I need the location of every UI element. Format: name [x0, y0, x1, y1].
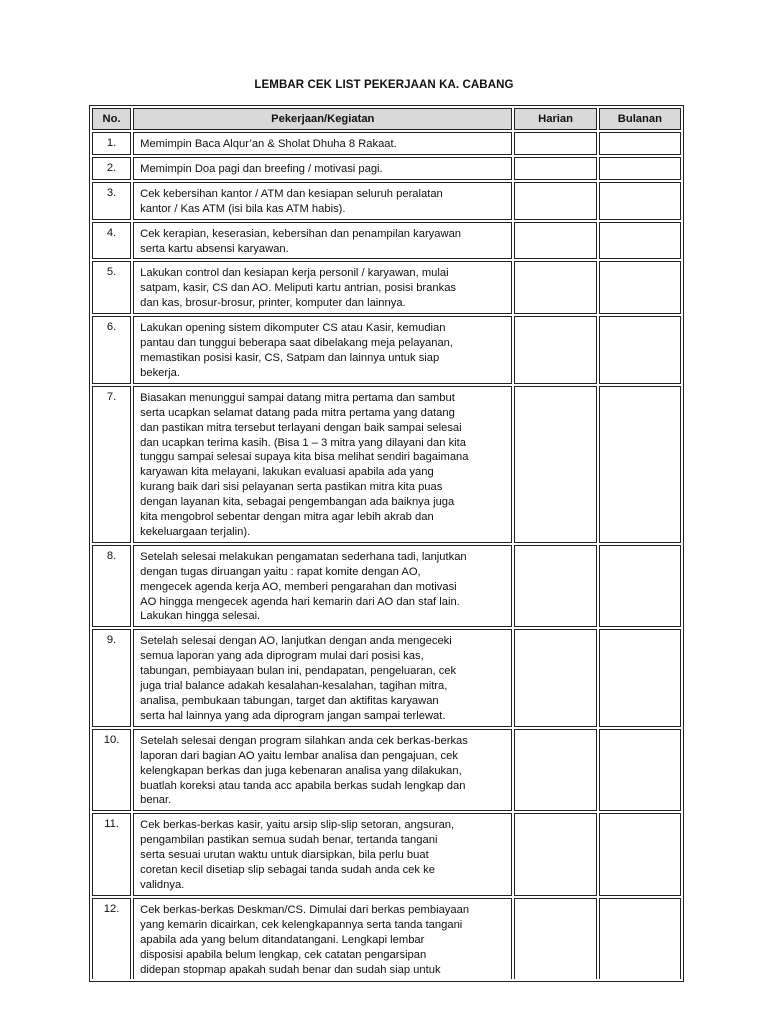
task-line: pantau dan tunggui beberapa saat dibelakang meja pelayanan,: [140, 337, 454, 350]
task-line: Lakukan opening sistem dikomputer CS atau Kasir, kemudian: [140, 322, 446, 335]
row-task: [133, 729, 512, 812]
monthly-check-cell[interactable]: [599, 132, 681, 155]
daily-check-cell[interactable]: [514, 898, 596, 980]
task-line: serta kartu absensi karyawan.: [140, 242, 289, 255]
task-line: kelengkapan berkas dan juga kebenaran analisa yang dilakukan,: [140, 764, 462, 777]
daily-check-cell[interactable]: [514, 261, 596, 314]
table-row: [92, 222, 681, 260]
table-row: [92, 629, 681, 726]
task-line: analisa, pembukaan tabungan, target dan aktifitas karyawan: [140, 695, 439, 707]
row-task: [133, 132, 512, 155]
header-monthly: Bulanan: [599, 108, 681, 130]
task-line: Memimpin Doa pagi dan breefing / motivasi pagi.: [140, 162, 383, 175]
task-line: dan ucapkan terima kasih. (Bisa 1 – 3 mitra yang dilayani dan kita: [140, 436, 466, 449]
row-task: [133, 898, 512, 980]
task-line: AO hingga mengecek agenda hari kemarin dari AO dan staf lain.: [140, 595, 460, 608]
row-number: 12.: [92, 898, 131, 980]
task-line: pengambilan pastikan semua sudah benar, tertanda tangani: [140, 834, 438, 847]
row-number: 8.: [92, 545, 131, 628]
daily-check-cell[interactable]: [514, 222, 596, 260]
daily-check-cell[interactable]: [514, 629, 596, 726]
task-line: validnya.: [140, 878, 185, 891]
row-task: [133, 157, 512, 180]
table-row: [92, 386, 681, 543]
table-row: [92, 898, 681, 980]
daily-check-cell[interactable]: [514, 157, 596, 180]
row-task: [133, 222, 512, 260]
row-task: [133, 386, 512, 543]
table-row: [92, 182, 681, 220]
task-line: memastikan posisi kasir, CS, Satpam dan lainnya untuk siap: [140, 351, 440, 364]
row-number: 6.: [92, 316, 131, 384]
task-line: Cek berkas-berkas kasir, yaitu arsip slip-slip setoran, angsuran,: [140, 819, 455, 832]
monthly-check-cell[interactable]: [599, 316, 681, 384]
task-line: apabila ada yang belum ditandatangani. Lengkapi lembar: [140, 933, 425, 946]
task-line: karyawan kita melayani, lakukan evaluasi apabila ada yang: [140, 466, 434, 479]
task-line: kantor / Kas ATM (isi bila kas ATM habis).: [140, 202, 346, 215]
task-line: Cek kerapian, keserasian, kebersihan dan penampilan karyawan: [140, 227, 462, 240]
task-line: serta hal lainnya yang ada diprogram jangan sampai terlewat.: [140, 709, 446, 722]
monthly-check-cell[interactable]: [599, 545, 681, 628]
task-line: mengecek agenda kerja AO, memberi pengarahan dan motivasi: [140, 580, 457, 593]
task-line: satpam, kasir, CS dan AO. Meliputi kartu antrian, posisi brankas: [140, 282, 457, 295]
daily-check-cell[interactable]: [514, 386, 596, 543]
row-number: 4.: [92, 222, 131, 260]
monthly-check-cell[interactable]: [599, 182, 681, 220]
monthly-check-cell[interactable]: [599, 222, 681, 260]
table-row: [92, 132, 681, 155]
daily-check-cell[interactable]: [514, 545, 596, 628]
task-line: Memimpin Baca Alqur’an & Sholat Dhuha 8 Rakaat.: [140, 138, 397, 150]
task-line: serta sesuai urutan waktu untuk diarsipkan, bila perlu buat: [140, 849, 429, 862]
row-number: 10.: [92, 729, 131, 812]
monthly-check-cell[interactable]: [599, 157, 681, 180]
row-number: 5.: [92, 261, 131, 314]
task-line: kurang baik dari sisi pelayanan serta pastikan mitra kita puas: [140, 481, 443, 494]
table-row: [92, 157, 681, 180]
row-number: 3.: [92, 182, 131, 220]
table-row: [92, 316, 681, 384]
task-line: buatlah koreksi atau tanda acc apabila berkas sudah lengkap dan: [140, 779, 466, 792]
row-task: [133, 261, 512, 314]
row-number: 7.: [92, 386, 131, 543]
table-body: [92, 132, 681, 979]
monthly-check-cell[interactable]: [599, 729, 681, 812]
checklist-table: [89, 105, 684, 982]
task-line: Setelah selesai dengan AO, lanjutkan dengan anda mengeceki: [140, 635, 452, 648]
task-line: yang kemarin dicairkan, cek kelengkapannya serta tanda tangani: [140, 918, 463, 931]
row-task: [133, 545, 512, 628]
task-line: dan pastikan mitra tersebut terlayani dengan baik sampai selesai: [140, 421, 462, 434]
task-line: disposisi apabila belum lengkap, cek catatan pengarsipan: [140, 948, 427, 961]
task-line: semua laporan yang ada diprogram mulai dari posisi kas,: [140, 650, 424, 663]
monthly-check-cell[interactable]: [599, 813, 681, 896]
table-row: [92, 813, 681, 896]
monthly-check-cell[interactable]: [599, 629, 681, 726]
row-number: 1.: [92, 132, 131, 155]
monthly-check-cell[interactable]: [599, 261, 681, 314]
task-line: kekeluargaan terjalin).: [140, 525, 251, 538]
task-line: Cek kebersihan kantor / ATM dan kesiapan seluruh peralatan: [140, 187, 443, 200]
task-line: Biasakan menunggui sampai datang mitra pertama dan sambut: [140, 391, 455, 404]
header-no: No.: [92, 108, 131, 130]
task-line: kita mengobrol sebentar dengan mitra agar lebih akrab dan: [140, 511, 434, 524]
task-line: tunggu sampai selesai supaya kita bisa melihat sendiri bagaimana: [140, 451, 469, 464]
table-row: [92, 545, 681, 628]
task-line: benar.: [140, 794, 172, 807]
task-line: coretan kecil disetiap slip sebagai tanda sudah anda cek ke: [140, 864, 435, 877]
row-number: 2.: [92, 157, 131, 180]
row-task: [133, 182, 512, 220]
row-number: 9.: [92, 629, 131, 726]
task-line: Setelah selesai dengan program silahkan anda cek berkas-berkas: [140, 734, 468, 747]
daily-check-cell[interactable]: [514, 132, 596, 155]
row-number: 11.: [92, 813, 131, 896]
header-daily: Harian: [514, 108, 596, 130]
task-line: laporan dari bagian AO yaitu lembar analisa dan pengajuan, cek: [140, 749, 458, 762]
task-line: tabungan, pembiayaan bulan ini, pendapatan, pengeluaran, cek: [140, 665, 457, 678]
daily-check-cell[interactable]: [514, 729, 596, 812]
monthly-check-cell[interactable]: [599, 386, 681, 543]
task-line: Lakukan control dan kesiapan kerja personil / karyawan, mulai: [140, 267, 449, 280]
header-row: [92, 108, 681, 130]
header-task: Pekerjaan/Kegiatan: [133, 108, 512, 130]
task-line: didepan stopmap apakah sudah benar dan sudah siap untuk: [140, 963, 441, 976]
row-task: [133, 316, 512, 384]
task-line: dan kas, brosur-brosur, printer, komputer dan lainnya.: [140, 297, 406, 310]
task-line: bekerja.: [140, 366, 180, 379]
row-task: [133, 813, 512, 896]
task-line: Lakukan hingga selesai.: [140, 610, 261, 623]
task-line: juga trial balance adakah kesalahan-kesalahan, tagihan mitra,: [140, 680, 448, 693]
task-line: dengan layanan kita, sebagai pengembangan ada baiknya juga: [140, 496, 455, 509]
table-row: [92, 729, 681, 812]
daily-check-cell[interactable]: [514, 182, 596, 220]
table-row: [92, 261, 681, 314]
daily-check-cell[interactable]: [514, 813, 596, 896]
task-line: dengan tugas diruangan yaitu : rapat komite dengan AO,: [140, 565, 421, 578]
monthly-check-cell[interactable]: [599, 898, 681, 980]
task-line: Setelah selesai melakukan pengamatan sederhana tadi, lanjutkan: [140, 550, 467, 563]
task-line: serta ucapkan selamat datang pada mitra pertama yang datang: [140, 406, 455, 419]
daily-check-cell[interactable]: [514, 316, 596, 384]
row-task: [133, 629, 512, 726]
task-line: Cek berkas-berkas Deskman/CS. Dimulai dari berkas pembiayaan: [140, 903, 470, 916]
page-title: LEMBAR CEK LIST PEKERJAAN KA. CABANG: [254, 79, 514, 91]
